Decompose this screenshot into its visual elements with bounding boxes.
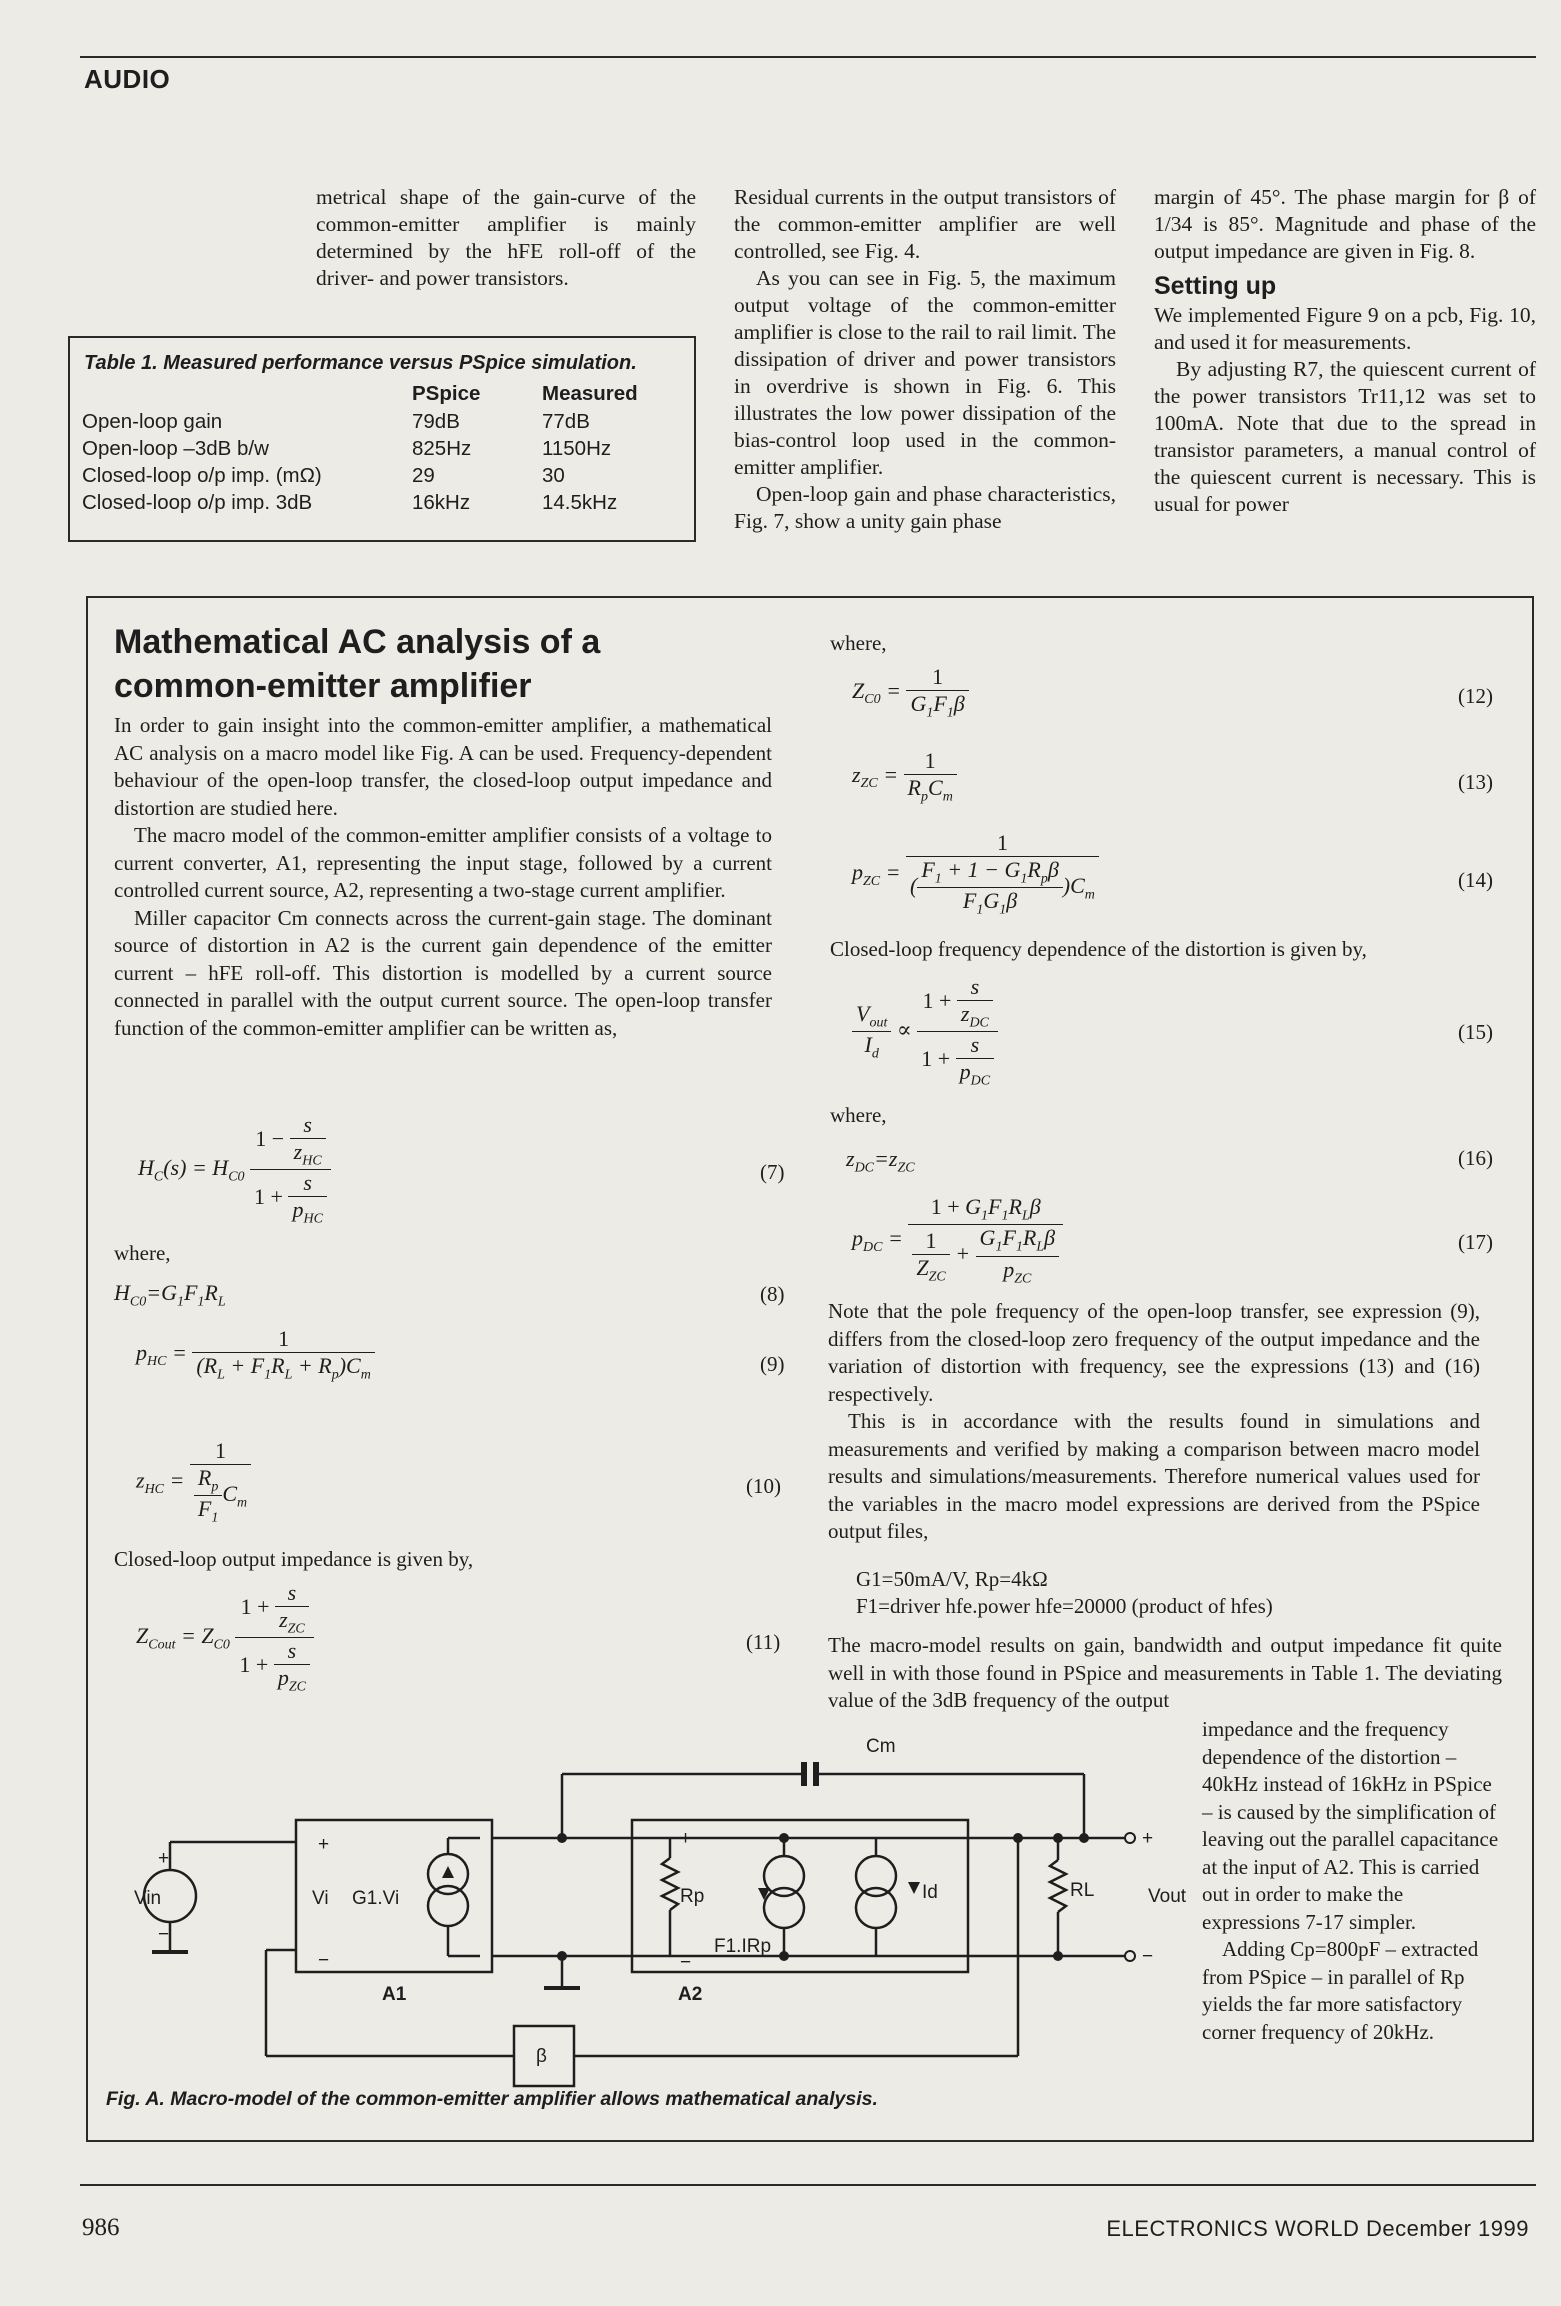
equation-12: $Z_{C0}$ = $\frac{1}{G_1F_1\beta}$ (852, 664, 969, 721)
box-right-text (828, 1298, 1480, 1546)
column-header-measured: Measured (542, 382, 638, 405)
beta-label: β (536, 2046, 547, 2067)
rp-label: Rp (680, 1886, 705, 1907)
equation-number: (8) (760, 1282, 785, 1306)
box-left-text (114, 712, 772, 1042)
svg-text:+: + (1142, 1828, 1154, 1849)
g1vi-label: G1.Vi (352, 1888, 400, 1909)
equation-number: (15) (1458, 1020, 1493, 1044)
column-3 (1154, 184, 1536, 518)
equation-7: $H_C(s) = H_{C0}$ 1 − $\frac{s}{z_{HC}}$ 1 + $\frac{s}{p_{HC}}$ (138, 1112, 331, 1228)
paragraph: margin of 45°. The phase margin for β of 1/34 is 85°. Magnitude and phase of the output impedance are given in Fig. 8. (1154, 185, 1536, 263)
paragraph: Adding Cp=800pF – extracted from PSpice – in parallel of Rp yields the far more satisfactory corner frequency of 20kHz. (1202, 1937, 1479, 2044)
svg-text:−: − (1142, 1946, 1154, 1967)
parameter-values: G1=50mA/V, Rp=4kΩ F1=driver hfe.power hfe=20000 (product of hfes) (856, 1567, 1273, 1618)
paragraph: The macro model of the common-emitter amplifier consists of a voltage to current converter, A1, representing the input stage, followed by a current controlled current source, A2, representing a two-stage current amplifier. (114, 823, 772, 902)
arrow-down-icon (908, 1882, 920, 1894)
equation-14: $p_{ZC}$ = 1 ( $\frac{F_1 + 1 - G_1R_p\beta}{F_1G_1\beta}$ )$C_m$ (852, 830, 1099, 919)
rl-label: RL (1070, 1880, 1095, 1901)
equation-number: (7) (760, 1160, 785, 1184)
a1-label: A1 (382, 1984, 407, 2005)
magazine-info: ELECTRONICS WORLD December 1999 (1106, 2216, 1529, 2241)
where-label: where, (114, 1241, 171, 1265)
table-row: Closed-loop o/p imp. (mΩ) 29 30 (82, 464, 565, 487)
equation-9: $p_{HC}$ = $\frac{1}{(R_L + F_1R_L + R_p)C_m}$ (136, 1326, 375, 1383)
vout-label: Vout (1148, 1886, 1187, 1907)
equation-number: (17) (1458, 1230, 1493, 1254)
paragraph: We implemented Figure 9 on a pcb, Fig. 10, and used it for measurements. (1154, 303, 1536, 354)
equation-number: (14) (1458, 868, 1493, 892)
equation-17: $p_{DC}$ = $1 + G_1F_1R_L\beta$ $\frac{1}{Z_{ZC}}$ + $\frac{G_1F_1R_L\beta}{p_{ZC}}$ (852, 1194, 1063, 1287)
closed-loop-label: Closed-loop output impedance is given by, (114, 1547, 474, 1571)
table-row: Open-loop –3dB b/w 825Hz 1150Hz (82, 437, 612, 460)
macro-model-circuit (100, 1720, 1200, 2090)
vi-label: Vi (312, 1888, 329, 1909)
table-1 (68, 336, 696, 542)
equation-number: (9) (760, 1352, 785, 1376)
subheading: Setting up (1154, 272, 1277, 300)
distortion-label: Closed-loop frequency dependence of the distortion is given by, (830, 937, 1367, 961)
table-caption: Table 1. Measured performance versus PSpice simulation. (84, 352, 637, 374)
results-paragraph: The macro-model results on gain, bandwidth and output impedance fit quite well in with those found in PSpice and measurements in Table 1. The deviating value of the 3dB frequency of the output (828, 1633, 1502, 1712)
f1irp-label: F1.IRp (714, 1936, 772, 1957)
column-1 (316, 184, 696, 292)
paragraph: Residual currents in the output transistors of the common-emitter amplifier are well controlled, see Fig. 4. (734, 185, 1116, 263)
table-row: Open-loop gain 79dB 77dB (82, 410, 590, 433)
equation-11: $Z_{Cout} = Z_{C0}$ 1 + $\frac{s}{z_{ZC}}$ 1 + $\frac{s}{p_{ZC}}$ (136, 1580, 314, 1696)
page-number: 986 (82, 2214, 120, 2241)
equation-8: $H_{C0}=G_1F_1R_L$ (114, 1280, 226, 1310)
equation-15: $\frac{V_{out}}{I_d}$ ∝ 1 + $\frac{s}{z_{DC}}$ 1 + $\frac{s}{p_{DC}}$ (852, 974, 998, 1090)
table-header (82, 382, 682, 410)
paragraph: Note that the pole frequency of the open-loop transfer, see expression (9), differs from the closed-loop zero frequency of the output impedance and the variation of distortion with frequency, see the expressions (13) and (16) respectively. (828, 1299, 1480, 1406)
equation-number: (16) (1458, 1146, 1493, 1170)
paragraph: This is in accordance with the results found in simulations and measurements and verified by making a comparison between macro model results and simulations/measurements. Therefore numerical values used for the variables in the macro model expressions are derived from the PSpice output files, (828, 1409, 1480, 1543)
paragraph: Open-loop gain and phase characteristics, Fig. 7, show a unity gain phase (734, 482, 1116, 533)
paragraph: impedance and the frequency dependence of the distortion – 40kHz instead of 16kHz in PSpice – is caused by the simplification of leaving out the parallel capacitance at the input of A2. This is carried out in order to make the expressions 7-17 simpler. (1202, 1717, 1499, 1934)
id-label: Id (922, 1882, 938, 1903)
figure-caption: Fig. A. Macro-model of the common-emitter amplifier allows mathematical analysis. (106, 2088, 878, 2110)
box-title: Mathematical AC analysis of a common-emitter amplifier (114, 623, 601, 705)
equation-16: $z_{DC}=z_{ZC}$ (846, 1146, 915, 1176)
vin-label: Vin (134, 1888, 162, 1909)
equation-number: (13) (1458, 770, 1493, 794)
narrow-column (1202, 1716, 1502, 2046)
column-2 (734, 184, 1116, 535)
paragraph: Miller capacitor Cm connects across the current-gain stage. The dominant source of distortion in A2 is the current gain dependence of the emitter current – hFE roll-off. This distortion is modelled by a current source connected in parallel with the output current source. The open-loop transfer function of the common-emitter amplifier can be written as, (114, 905, 772, 1040)
svg-text:−: − (158, 1924, 170, 1945)
equation-number: (12) (1458, 684, 1493, 708)
paragraph: As you can see in Fig. 5, the maximum output voltage of the common-emitter amplifier is close to the rail to rail limit. The dissipation of driver and power transistors in overdrive is shown in Fig. 6. This illustrates the low power dissipation of the bias-control loop used in the common-emitter amplifier. (734, 266, 1116, 479)
svg-text:+: + (318, 1834, 330, 1855)
equation-10: $z_{HC}$ = 1 $\frac{R_p}{F_1}$ $C_m$ (136, 1438, 251, 1527)
svg-text:−: − (318, 1950, 330, 1971)
paragraph: metrical shape of the gain-curve of the common-emitter amplifier is mainly determined by the hFE roll-off of the driver- and power transistors. (316, 185, 696, 290)
where-label: where, (830, 631, 887, 655)
svg-text:−: − (680, 1952, 692, 1973)
column-header-pspice: PSpice (412, 382, 481, 405)
equation-number: (11) (746, 1630, 781, 1654)
equation-number: (10) (746, 1474, 781, 1498)
svg-text:+: + (158, 1848, 170, 1869)
table-row: Closed-loop o/p imp. 3dB 16kHz 14.5kHz (82, 491, 618, 514)
where-label: where, (830, 1103, 887, 1127)
svg-text:+: + (680, 1828, 692, 1849)
cm-label: Cm (866, 1736, 896, 1757)
a2-label: A2 (678, 1984, 703, 2005)
paragraph: By adjusting R7, the quiescent current of the power transistors Tr11,12 was set to 100mA. Note that due to the spread in transistor parameters, a manual control of the quiescent current is necessary. This is usual for power (1154, 357, 1536, 516)
equation-13: $z_{ZC}$ = $\frac{1}{R_pC_m}$ (852, 748, 957, 805)
footer-rule (80, 2184, 1536, 2186)
paragraph: In order to gain insight into the common-emitter amplifier, a mathematical AC analysis on a macro model like Fig. A can be used. Frequency-dependent behaviour of the open-loop transfer, the closed-loop output impedance and distortion are studied here. (114, 713, 772, 820)
arrow-up-icon (442, 1866, 454, 1878)
header-rule (80, 56, 1536, 58)
section-label: AUDIO (84, 64, 171, 94)
